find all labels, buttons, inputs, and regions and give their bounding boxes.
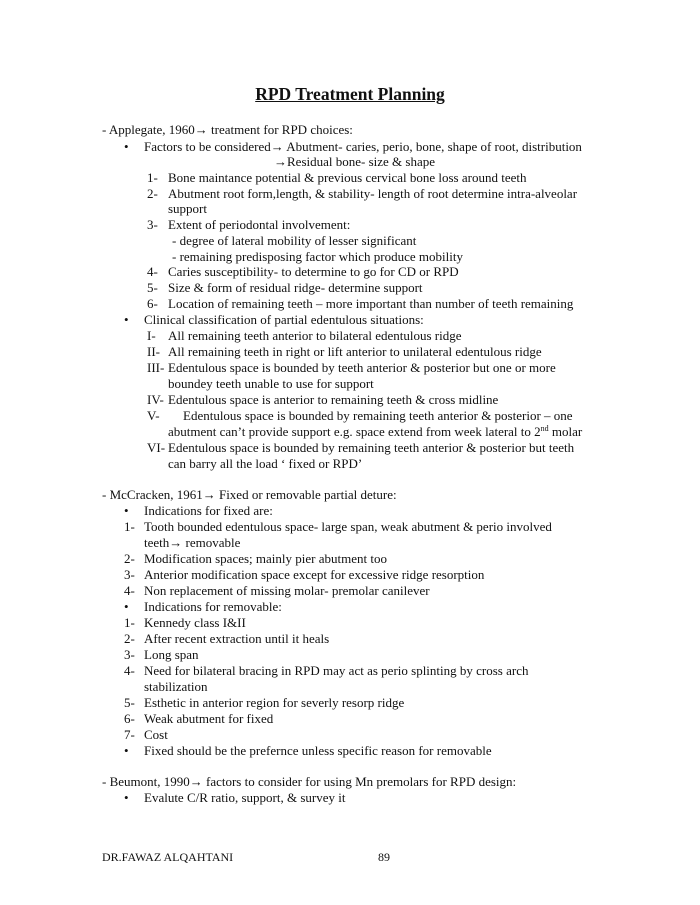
ordinal-suffix: nd [540,424,549,433]
class-item: Edentulous space is bounded by remaining teeth anterior & posterior – one [183,408,573,423]
list-item: Size & form of residual ridge- determine support [168,280,423,295]
class-number: IV- [147,392,164,407]
item-number: 3- [124,647,135,662]
class-item-cont-a: abutment can’t provide support e.g. space extend from week lateral to 2 [168,424,541,439]
class-item: All remaining teeth anterior to bilateral edentulous ridge [168,328,462,343]
class-item: Edentulous space is bounded by remaining teeth anterior & posterior but teeth [168,440,575,455]
class-item-cont: boundey teeth unable to use for support [168,376,374,391]
item-number: 5- [147,280,158,295]
removable-heading: Indications for removable: [144,599,282,614]
class-item-cont [168,424,582,439]
factors-line-cont: →Residual bone- size & shape [274,154,436,169]
list-item: Esthetic in anterior region for severly resorp ridge [144,695,405,710]
item-number: 2- [147,186,158,201]
factors-line: Factors to be considered→ Abutment- caries, perio, bone, shape of root, distribution [144,139,582,154]
clinical-heading: Clinical classification of partial edentulous situations: [144,312,424,327]
mccracken-heading: - McCracken, 1961→ Fixed or removable partial deture: [102,487,397,502]
list-item-cont: support [168,201,207,216]
bullet-icon: • [124,599,129,614]
class-item-cont-b: molar [548,424,583,439]
list-item: Cost [144,727,168,742]
item-number: 3- [124,567,135,582]
bullet-icon: • [124,139,129,154]
fixed-heading: Indications for fixed are: [144,503,273,518]
list-item: Need for bilateral bracing in RPD may act as perio splinting by cross arch [144,663,529,678]
list-item: Abutment root form,length, & stability- length of root determine intra-alveolar [168,186,578,201]
item-number: 3- [147,217,158,232]
item-number: 1- [124,519,135,534]
item-number: 4- [124,583,135,598]
class-number: V- [147,408,160,423]
item-number: 1- [147,170,158,185]
list-item: Long span [144,647,199,662]
list-item: Extent of periodontal involvement: [168,217,351,232]
list-item: Caries susceptibility- to determine to go for CD or RPD [168,264,459,279]
class-item: Edentulous space is anterior to remaining teeth & cross midline [168,392,499,407]
closing-note: Fixed should be the prefernce unless specific reason for removable [144,743,492,758]
class-number: III- [147,360,165,375]
item-number: 5- [124,695,135,710]
list-item: Location of remaining teeth – more important than number of teeth remaining [168,296,574,311]
item-number: 2- [124,551,135,566]
beumont-item: Evalute C/R ratio, support, & survey it [144,790,346,805]
bullet-icon: • [124,503,129,518]
class-item: Edentulous space is bounded by teeth anterior & posterior but one or more [168,360,556,375]
list-item: Weak abutment for fixed [144,711,274,726]
bullet-icon: • [124,743,129,758]
item-number: 6- [124,711,135,726]
list-item-cont: stabilization [144,679,208,694]
class-number: II- [147,344,160,359]
list-item: After recent extraction until it heals [144,631,330,646]
item-number: 4- [147,264,158,279]
list-item: Tooth bounded edentulous space- large span, weak abutment & perio involved [144,519,552,534]
list-item: Anterior modification space except for excessive ridge resorption [144,567,485,582]
item-number: 1- [124,615,135,630]
class-number: VI- [147,440,166,455]
list-item: Modification spaces; mainly pier abutment too [144,551,387,566]
page-number: 89 [378,850,390,864]
class-number: I- [147,328,156,343]
page-title: RPD Treatment Planning [255,84,445,104]
class-item: All remaining teeth in right or lift anterior to unilateral edentulous ridge [168,344,542,359]
sub-item: - degree of lateral mobility of lesser significant [172,233,417,248]
list-item-cont: teeth→ removable [144,535,241,550]
class-item-cont: can barry all the load ‘ fixed or RPD’ [168,456,363,471]
item-number: 7- [124,727,135,742]
item-number: 2- [124,631,135,646]
list-item: Bone maintance potential & previous cervical bone loss around teeth [168,170,527,185]
item-number: 4- [124,663,135,678]
bullet-icon: • [124,312,129,327]
applegate-heading: - Applegate, 1960→ treatment for RPD choices: [102,122,353,137]
list-item: Non replacement of missing molar- premolar canilever [144,583,430,598]
sub-item: - remaining predisposing factor which produce mobility [172,249,463,264]
beumont-heading: - Beumont, 1990→ factors to consider for using Mn premolars for RPD design: [102,774,517,789]
footer-author: DR.FAWAZ ALQAHTANI [102,850,234,864]
bullet-icon: • [124,790,129,805]
list-item: Kennedy class I&II [144,615,246,630]
item-number: 6- [147,296,158,311]
